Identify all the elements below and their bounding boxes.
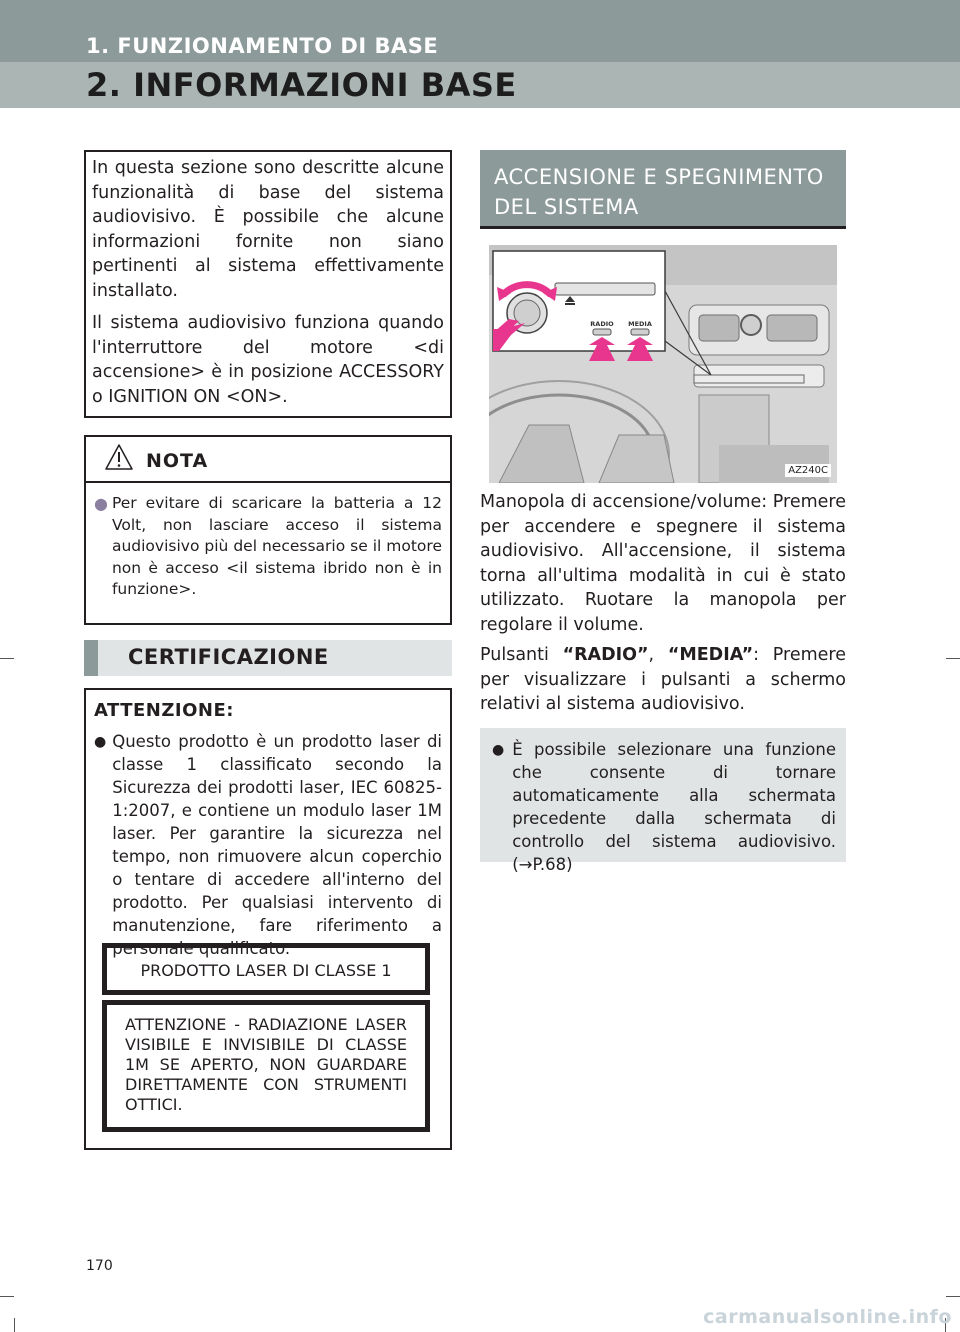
certification-heading-bar (84, 640, 452, 676)
section-label: 1. FUNZIONAMENTO DI BASE (86, 34, 439, 58)
caution-title: ATTENZIONE: (94, 700, 234, 721)
dashboard-illustration (489, 245, 837, 483)
bullet-dot-icon: ● (94, 494, 108, 513)
certification-heading: CERTIFICAZIONE (128, 645, 329, 669)
tip-box (480, 728, 846, 874)
tip-text: È possibile selezionare una funzione che consente di tornare automaticamente alla schermata precedente dalla schermata di controllo del sistema audiovisivo. (→P.68) (512, 740, 836, 874)
svg-text:RADIO: RADIO (590, 320, 614, 328)
power-heading: ACCENSIONE E SPEGNIMENTO DEL SISTEMA (494, 165, 824, 219)
note-title: NOTA (146, 450, 209, 472)
heading-tab (84, 640, 98, 676)
crop-mark (946, 1296, 960, 1297)
buttons-rest: : Premere per visualizzare i pulsanti a schermo relativi al sistema audiovisivo. (480, 645, 846, 714)
warning-triangle-icon (104, 443, 134, 475)
bullet-icon: ● (94, 734, 107, 750)
page-number: 170 (86, 1258, 113, 1274)
buttons-description (480, 643, 846, 717)
note-header (86, 437, 450, 483)
intro-paragraph-2: Il sistema audiovisivo funziona quando l'interruttore del motore <di accensione> è in posizione ACCESSORY o IGNITION ON <ON>. (92, 313, 444, 407)
intro-paragraph-1: In questa sezione sono descritte alcune funzionalità di base del sistema audiovisivo. È possibile che alcune informazioni fornite non siano pertinenti al sistema effettivamente installato. (92, 158, 444, 301)
laser-warning-label: ATTENZIONE - RADIAZIONE LASER VISIBILE E INVISIBILE DI CLASSE 1M SE APERTO, NON GUARDARE DIRETTAMENTE CON STRUMENTI OTTICI. (102, 1000, 430, 1132)
power-description (480, 490, 846, 723)
crop-mark (14, 1318, 15, 1332)
laser-class-label: PRODOTTO LASER DI CLASSE 1 (102, 943, 430, 995)
caution-text: Questo prodotto è un prodotto laser di classe 1 classificato secondo la Sicurezza dei prodotti laser, IEC 60825-1:2007, e contiene un modulo laser 1M laser. Per garantire la sicurezza nel tempo, non rimuovere alcun coperchio o tentare di accedere all'interno del prodotto. Per qualsiasi intervento di manutenzione, fare riferimento a personale qualificato. (112, 732, 442, 958)
knob-description: Manopola di accensione/volume: Premere per accendere e spegnere il sistema audiovisivo. All'accensione, il sistema torna all'ultima modalità in cui è stato utilizzato. Ruotare la manopola per regolare il volume. (480, 492, 846, 635)
term-separator: , (648, 645, 668, 665)
tip-item (492, 738, 836, 876)
svg-text:MEDIA: MEDIA (628, 320, 652, 328)
media-term: “MEDIA” (667, 645, 754, 665)
crop-mark (0, 1296, 14, 1297)
power-heading-bar (480, 150, 846, 226)
figure-code: AZ240C (785, 464, 831, 477)
bullet-icon: ● (492, 742, 505, 758)
radio-term: “RADIO” (562, 645, 649, 665)
watermark: carmanualsonline.info (703, 1306, 952, 1328)
intro-box (84, 150, 452, 418)
note-box (84, 435, 452, 625)
heading-underline (480, 226, 846, 229)
note-body (94, 493, 442, 601)
crop-mark (946, 658, 960, 659)
crop-mark (0, 658, 14, 659)
note-text: Per evitare di scaricare la batteria a 12 Volt, non lasciare acceso il sistema audiovisivo più del necessario se il motore non è acceso <il sistema ibrido non è in funzione>. (111, 494, 442, 598)
caution-item (94, 730, 442, 960)
page-title: 2. INFORMAZIONI BASE (86, 66, 517, 104)
buttons-lead: Pulsanti (480, 645, 563, 665)
